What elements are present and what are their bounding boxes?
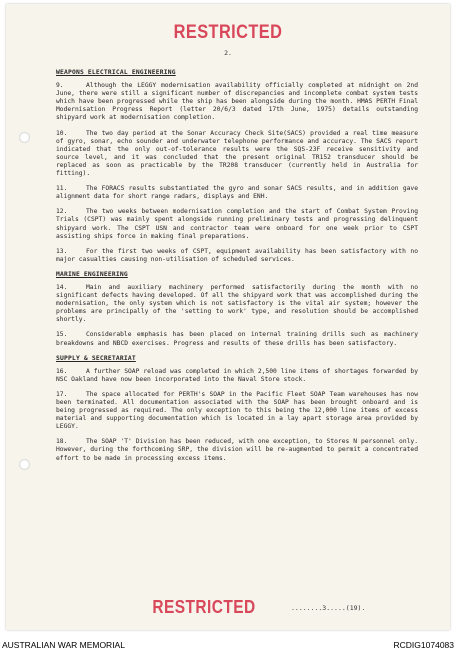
- paragraph-12: [56, 208, 418, 240]
- paragraph-text: A further SOAP reload was completed in which 2,500 line items of shortages forwarded by NSC Oakland have now been incorporated into the Naval Store stock.: [56, 367, 418, 383]
- paragraph-text: Although the LEGGY modernisation availability officially completed at midnight on 2nd June, there were still a significant number of discrepancies and incomplete combat system tests which have been progressed while the ship has been alongside during the month. HMAS PERTH Final Modernisation Progress Report (letter 20/6/3 dated 17th June, 1975) details outstanding shipyard work at modernisation completion.: [56, 82, 418, 122]
- paragraph-number: 10.: [56, 129, 68, 137]
- paragraph-number: 13.: [56, 247, 68, 255]
- punch-hole: [19, 459, 30, 470]
- restricted-stamp-bottom: RESTRICTED: [152, 597, 256, 617]
- paragraph-number: 14.: [56, 283, 68, 291]
- paragraph-number: 17.: [56, 390, 68, 398]
- paragraph-text: Main and auxiliary machinery performed satisfactorily during the month with no significant defects having developed. Of all the shipyard work that was accomplished during the modernisation, the only system which is not satisfactory is the vital air system; however the problems are principally of the 'setting to work' type, and resolution should be accomplished shortly.: [56, 283, 418, 324]
- paragraph-number: 15.: [56, 331, 68, 339]
- section-heading: MARINE ENGINEERING: [56, 270, 128, 278]
- paragraph-number: 12.: [56, 208, 68, 216]
- paragraph-number: 11.: [56, 185, 68, 193]
- archive-caption: AUSTRALIAN WAR MEMORIAL: [2, 640, 125, 650]
- restricted-stamp-top: RESTRICTED: [173, 22, 283, 43]
- section-heading: WEAPONS ELECTRICAL ENGINEERING: [56, 69, 176, 76]
- paragraph-16: [56, 368, 418, 384]
- paragraph-13: [56, 248, 418, 264]
- archive-reference: RCDIG1074083: [393, 640, 454, 650]
- paragraph-text: For the first two weeks of CSPT, equipment availability has been satisfactory with no major casualties causing non-utilisation of scheduled services.: [56, 247, 418, 263]
- paragraph-number: 9.: [56, 82, 64, 90]
- paragraph-number: 16.: [56, 367, 68, 375]
- document-page: [6, 4, 450, 630]
- paragraph-text: The space allocated for PERTH's SOAP in the Pacific Fleet SOAP Team warehouses has now been terminated. All documentation associated with the SOAP has been brought onboard and is being progressed as required. The only exception to this being the 12,000 line items of excess material and supporting documentation which is located in a lay apart storage area provided by LEGGY.: [56, 390, 418, 431]
- page-number: 2.: [224, 49, 232, 57]
- paragraph-text: Considerable emphasis has been placed on internal training drills such as machinery breakdowns and NBCD exercises. Progress and results of these drills has been satisfactory.: [56, 331, 418, 347]
- paragraph-11: [56, 185, 418, 201]
- paragraph-18: [56, 438, 418, 462]
- paragraph-9: [56, 82, 418, 122]
- paragraph-number: 18.: [56, 438, 68, 446]
- paragraph-14: [56, 284, 418, 324]
- section-heading: SUPPLY & SECRETARIAT: [56, 354, 136, 362]
- continuation-note: ........3.....(19).: [291, 604, 366, 612]
- paragraph-17: [56, 391, 418, 431]
- paragraph-text: The FORACS results substantiated the gyro and sonar SACS results, and in addition gave alignment data for short range radars, displays and ENH.: [56, 185, 418, 201]
- paragraph-text: The two weeks between modernisation completion and the start of Combat System Proving Trials (CSPT) was mainly spent alongside running preliminary tests and progressing delinquent shipyard work. The CSPT USN and contractor team were onboard for one week prior to CSPT assisting ships force in making final preparations.: [56, 208, 418, 240]
- paragraph-text: The two day period at the Sonar Accuracy Check Site(SACS) provided a real time measure of gyro, sonar, echo sounder and underwater telephone performance and accuracy. The SACS report indicated that the only out-of-tolerance results were the SQS-23F receive sensitivity and source level, and it was concluded that the present original TR152 transducer should be replaced as soon as practicable by the TR208 transducer (currently held in Australia for fitting).: [56, 129, 418, 178]
- paragraph-15: [56, 331, 418, 347]
- paragraph-text: The SOAP 'T' Division has been reduced, with one exception, to Stores N personnel only. However, during the forthcoming SRP, the division will be re-augmented to permit a concentrated effort to be made in processing excess items.: [56, 438, 418, 462]
- paragraph-10: [56, 130, 418, 179]
- punch-hole: [19, 132, 30, 143]
- document-body: [56, 69, 418, 470]
